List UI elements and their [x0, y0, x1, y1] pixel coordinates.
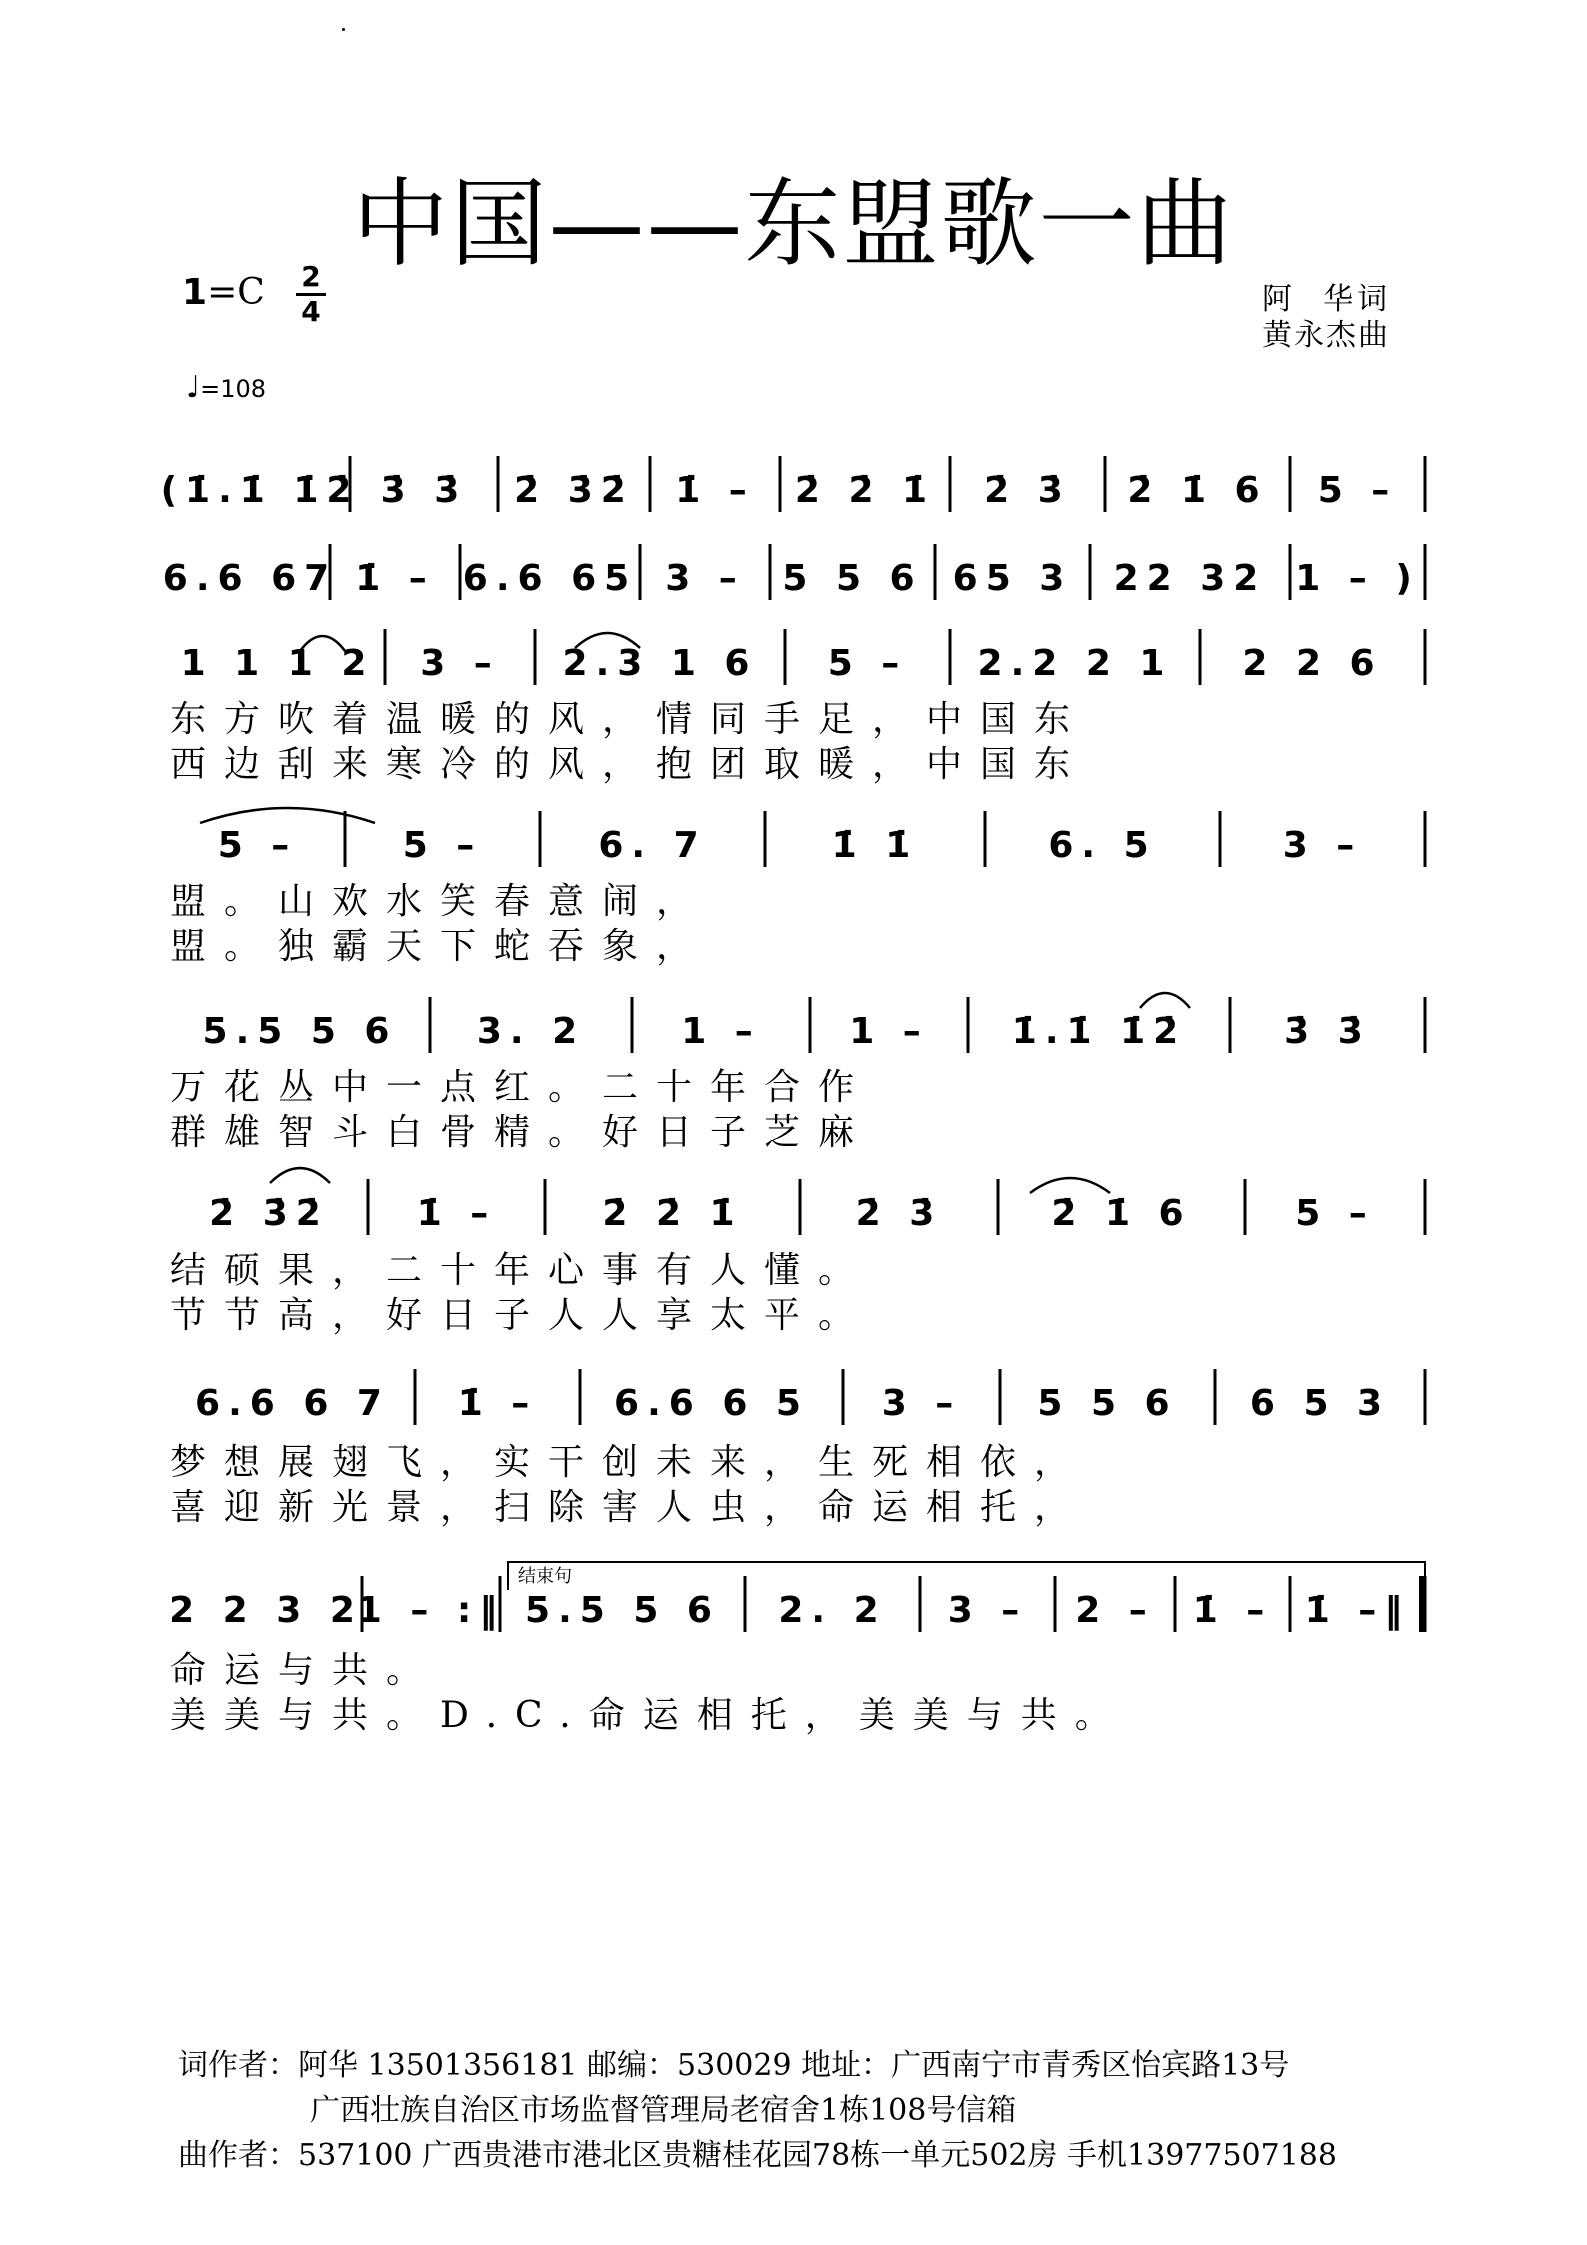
measure-notes: 3 – — [881, 1383, 962, 1424]
measure-notes: 1̇ 1̇ — [831, 825, 919, 866]
measure-notes: 5 – — [827, 643, 908, 684]
slur — [270, 1168, 330, 1183]
measure-notes: (1̇.1̇ 1̇2̇ — [160, 470, 360, 511]
measure-notes: 5 – — [217, 825, 298, 866]
measure-notes: 3 – — [665, 558, 745, 599]
measure-notes: 1 – — [681, 1011, 761, 1052]
measure-notes: 2̇ 3̇2̇ — [514, 470, 634, 511]
measure-notes: 3 – — [947, 1590, 1028, 1631]
key-tonic: 1 — [182, 272, 208, 313]
measure-notes: 3̇ 3̇ — [1284, 1011, 1371, 1052]
lyric-line-row6-v2: 节节高，好日子人人享太平。 — [170, 1295, 873, 1336]
lyric-line-row4-v2: 盟。独霸天下蛇吞象， — [170, 926, 711, 967]
footer-lyricist-address: 广西壮族自治区市场监督管理局老宿舍1栋108号信箱 — [310, 2093, 1017, 2128]
lyric-line-row7-v2: 喜迎新光景，扫除害人虫，命运相托， — [170, 1487, 1089, 1528]
measure-notes: 3̇ 3̇ — [380, 470, 468, 511]
measure-notes: 6. 7 — [598, 825, 707, 866]
measure-notes: 1 – :‖ — [356, 1590, 506, 1631]
measure-notes: 2.2 2 1 — [977, 643, 1173, 684]
meter-top: 2 — [301, 260, 321, 293]
measure-notes: 2̇ 3̇ — [855, 1193, 943, 1234]
measure-notes: 6. 5 — [1048, 825, 1157, 866]
lyric-line-row5-v2: 群雄智斗白骨精。好日子芝麻 — [170, 1112, 873, 1153]
measure-notes: 1̇ – — [1192, 1590, 1273, 1631]
measure-notes: 2̇ 2̇ 1̇ — [794, 470, 936, 511]
lyric-line-row7-v1: 梦想展翅飞，实干创未来，生死相依， — [170, 1442, 1089, 1483]
measure-notes: 3 – — [1282, 825, 1363, 866]
measure-notes: 2 2 3 2 — [169, 1590, 363, 1631]
footer-composer: 曲作者：537100 广西贵港市港北区贵糖桂花园78栋一单元502房 手机13977507188 — [178, 2138, 1337, 2173]
lyric-line-row3-v1: 东方吹着温暖的风，情同手足，中国东 — [170, 699, 1089, 740]
ending-bracket — [508, 1562, 1425, 1590]
measure-notes: 2.3 1 6 — [562, 643, 758, 684]
measure-notes: 6.6 65 — [462, 558, 638, 599]
measure-notes: 6 5 3 — [1249, 1383, 1391, 1424]
measure-notes: 1̇ – — [416, 1193, 497, 1234]
lyric-line-row8-v2: 美美与共。D.C.命运相托，美美与共。 — [170, 1695, 1129, 1736]
measure-notes: 5 5 6 — [1037, 1383, 1178, 1424]
slur — [200, 808, 375, 823]
lyricist-credit: 阿 华词 — [1262, 282, 1392, 317]
measure-notes: 5 – — [1317, 470, 1398, 511]
key-letter: =C — [207, 272, 265, 313]
measure-notes: 3 – — [420, 643, 500, 684]
lyric-line-row3-v2: 西边刮来寒冷的风，抱团取暖，中国东 — [170, 744, 1089, 785]
measure-notes: 22 32 — [1113, 558, 1267, 599]
measure-notes: 2 2 6 — [1242, 643, 1383, 684]
measure-notes: 5.5 5 6 — [525, 1590, 720, 1631]
measure-notes: 2̇ 3̇2̇ — [209, 1193, 329, 1234]
measure-notes: 1̇ – — [355, 558, 435, 599]
composer-credit: 黄永杰曲 — [1262, 318, 1390, 353]
measure-notes: 5 5 6 — [782, 558, 923, 599]
lyric-line-row8-v1: 命运与共。 — [170, 1650, 441, 1691]
tempo-value: =108 — [200, 375, 267, 403]
slur — [1140, 993, 1190, 1008]
measure-notes: 2 – — [1075, 1590, 1155, 1631]
measure-notes: 1 – ) — [1295, 558, 1420, 599]
measure-notes: 1̇ –‖ — [1304, 1590, 1411, 1631]
meter-bottom: 4 — [301, 295, 321, 328]
measure-notes: 5 – — [1295, 1193, 1375, 1234]
measure-notes: 6.6 6 5 — [614, 1383, 809, 1424]
measure-notes: 5.5 5 6 — [202, 1011, 398, 1052]
lyric-line-row4-v1: 盟。山欢水笑春意闹， — [170, 881, 711, 922]
lyric-line-row6-v1: 结硕果，二十年心事有人懂。 — [170, 1250, 873, 1291]
measure-notes: 2̇ 1̇ 6 — [1051, 1193, 1192, 1234]
measure-notes: 1 1 1 2 — [180, 643, 375, 684]
measure-notes: 2. 2 — [778, 1590, 887, 1631]
slur — [1030, 1178, 1110, 1193]
measure-notes: 2̇ 1̇ 6 — [1127, 470, 1268, 511]
footer-lyricist: 词作者：阿华 13501356181 邮编：530029 地址：广西南宁市青秀区怡宾路13号 — [178, 2048, 1290, 2083]
ending-label: 结束句 — [518, 1566, 572, 1587]
measure-notes: 65 3 — [952, 558, 1073, 599]
measure-notes: 6.6 67 — [162, 558, 338, 599]
quarter-note-icon: ♩ — [186, 370, 201, 405]
measure-notes: 6.6 6 7 — [195, 1383, 390, 1424]
song-title: 中国——东盟歌一曲 — [352, 168, 1235, 280]
measure-notes: 3. 2 — [476, 1011, 586, 1052]
lyric-line-row5-v1: 万花丛中一点红。二十年合作 — [170, 1067, 873, 1108]
measure-notes: 2̇ 3̇ — [984, 470, 1071, 511]
measure-notes: 1̇.1̇ 1̇2̇ — [1011, 1011, 1187, 1052]
measure-notes: 1 – — [849, 1011, 929, 1052]
measure-notes: 5 – — [402, 825, 483, 866]
measure-notes: 1̇ – — [675, 470, 755, 511]
measure-notes: 1̇ – — [457, 1383, 538, 1424]
measure-notes: 2̇ 2̇ 1̇ — [602, 1193, 743, 1234]
